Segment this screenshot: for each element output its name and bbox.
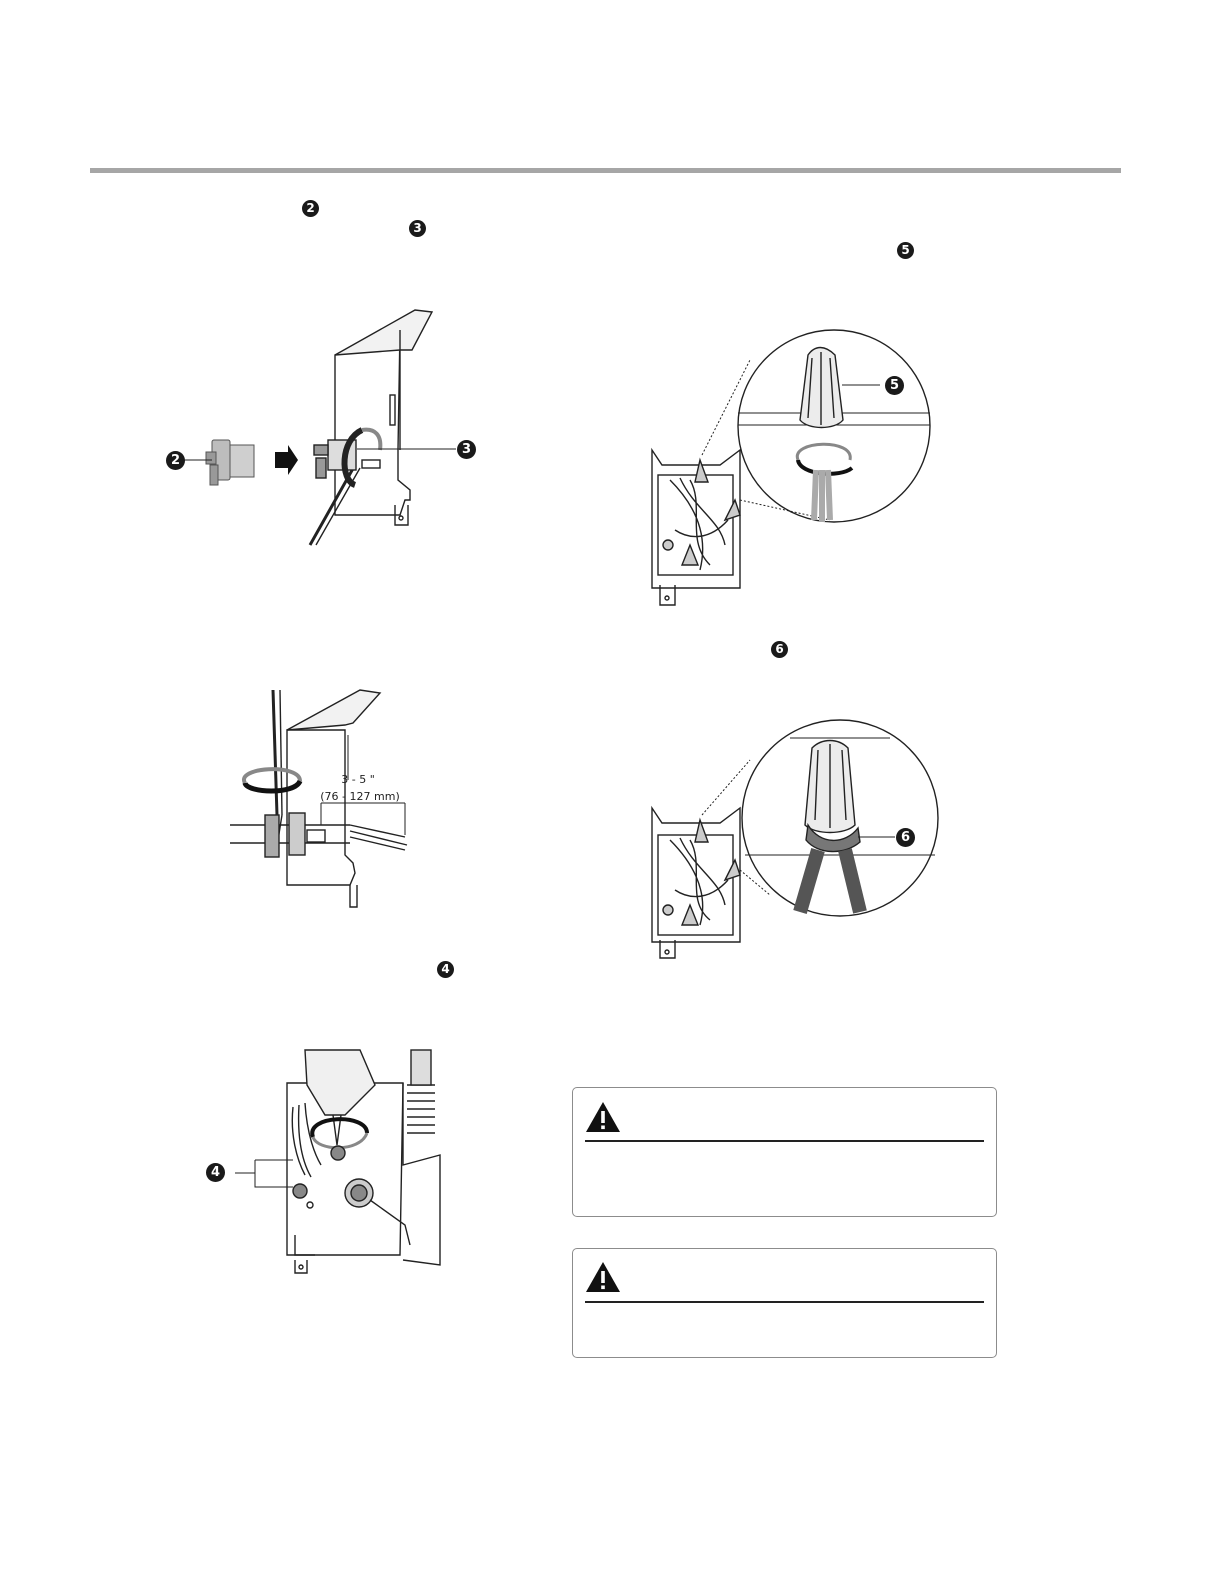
illustration-connector-install <box>150 300 490 550</box>
callout-4-ground-screws: 4 <box>206 1163 225 1182</box>
warning-box-1-rule <box>585 1140 984 1142</box>
text-callout-5: 5 <box>897 242 914 259</box>
warning-triangle-icon <box>585 1261 621 1293</box>
text-callout-2: 2 <box>302 200 319 217</box>
warning-box-1 <box>572 1087 997 1217</box>
text-callout-3: 3 <box>409 220 426 237</box>
illustration-wire-nut-twist <box>640 330 940 610</box>
callout-2-connector: 2 <box>166 451 185 470</box>
callout-3-locknut: 3 <box>457 440 476 459</box>
illustration-ground-screws <box>235 1045 440 1275</box>
warning-box-2 <box>572 1248 997 1358</box>
text-callout-4: 4 <box>437 961 454 978</box>
top-rule <box>90 168 1121 173</box>
strip-length-mm: (76 - 127 mm) <box>320 790 400 803</box>
text-callout-6: 6 <box>771 641 788 658</box>
strip-length-inches: 3 - 5 " <box>341 773 375 786</box>
callout-5-wire-nut: 5 <box>885 376 904 395</box>
warning-box-2-rule <box>585 1301 984 1303</box>
callout-6-tape: 6 <box>896 828 915 847</box>
warning-triangle-icon <box>585 1101 621 1133</box>
